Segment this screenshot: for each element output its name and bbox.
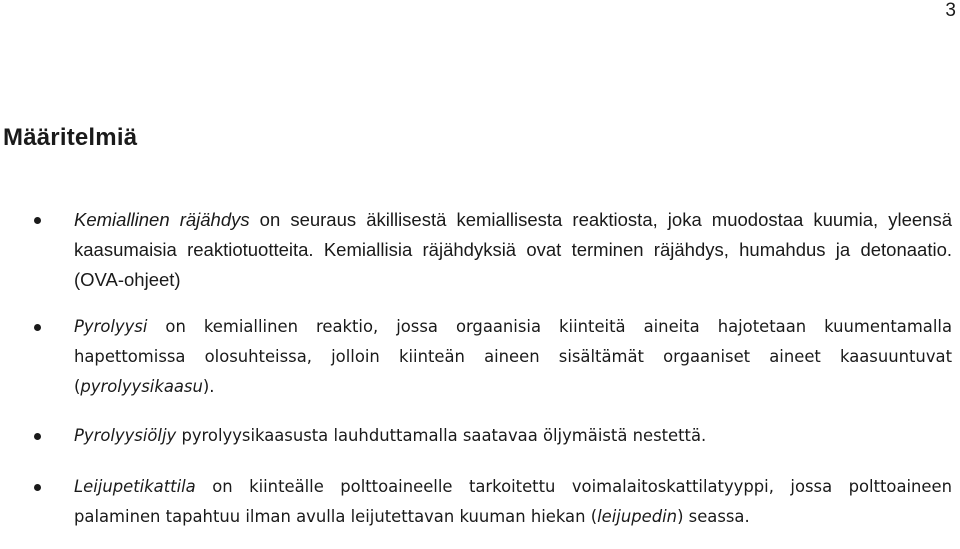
- bullet-icon: [34, 217, 41, 224]
- definition-text: on kiinteälle polttoaineelle tarkoitettu voimalaitoskattilatyyppi, jossa polttoaineen palaminen tapahtuu ilman avulla leijutettavan kuuman hiekan (: [74, 477, 952, 526]
- definition-inline-term: leijupedin: [597, 507, 678, 526]
- bullet-icon: [34, 484, 41, 491]
- definition-term: Pyrolyysiöljy: [74, 426, 177, 445]
- definition-item-leijupetikattila: [0, 472, 960, 532]
- page-number: 3: [945, 0, 956, 21]
- bullet-icon: [34, 324, 41, 331]
- section-heading: Määritelmiä: [3, 124, 138, 151]
- bullet-icon: [34, 433, 41, 440]
- definition-source: (OVA-ohjeet): [74, 269, 181, 290]
- definition-list: [0, 205, 960, 549]
- definition-term: Kemiallinen räjähdys: [74, 209, 250, 230]
- definition-term: Leijupetikattila: [74, 477, 196, 496]
- definition-item-pyrolyysi: [0, 312, 960, 402]
- definition-inline-term: pyrolyysikaasu: [80, 377, 203, 396]
- definition-text-end: ).: [202, 377, 215, 396]
- definition-text: on kemiallinen reaktio, jossa orgaanisia kiinteitä aineita hajotetaan kuumentamalla hapettomissa olosuhteissa, jolloin kiinteän aineen sisältämät orgaaniset aineet kaasuuntuvat (: [74, 317, 952, 396]
- definition-item-kemiallinen-rajahdys: [0, 205, 960, 295]
- definition-text-end: ) seassa.: [677, 507, 750, 526]
- definition-item-pyrolyysioljy: [0, 421, 960, 451]
- definition-term: Pyrolyysi: [74, 317, 148, 336]
- definition-text: pyrolyysikaasusta lauhduttamalla saatavaa öljymäistä nestettä.: [176, 426, 707, 445]
- definition-text: on seuraus äkillisestä kemiallisesta reaktiosta, joka muodostaa kuumia, yleensä kaasumaisia reaktiotuotteita. Kemiallisia räjähdyksiä ovat terminen räjähdys, humahdus ja detonaatio.: [74, 209, 952, 260]
